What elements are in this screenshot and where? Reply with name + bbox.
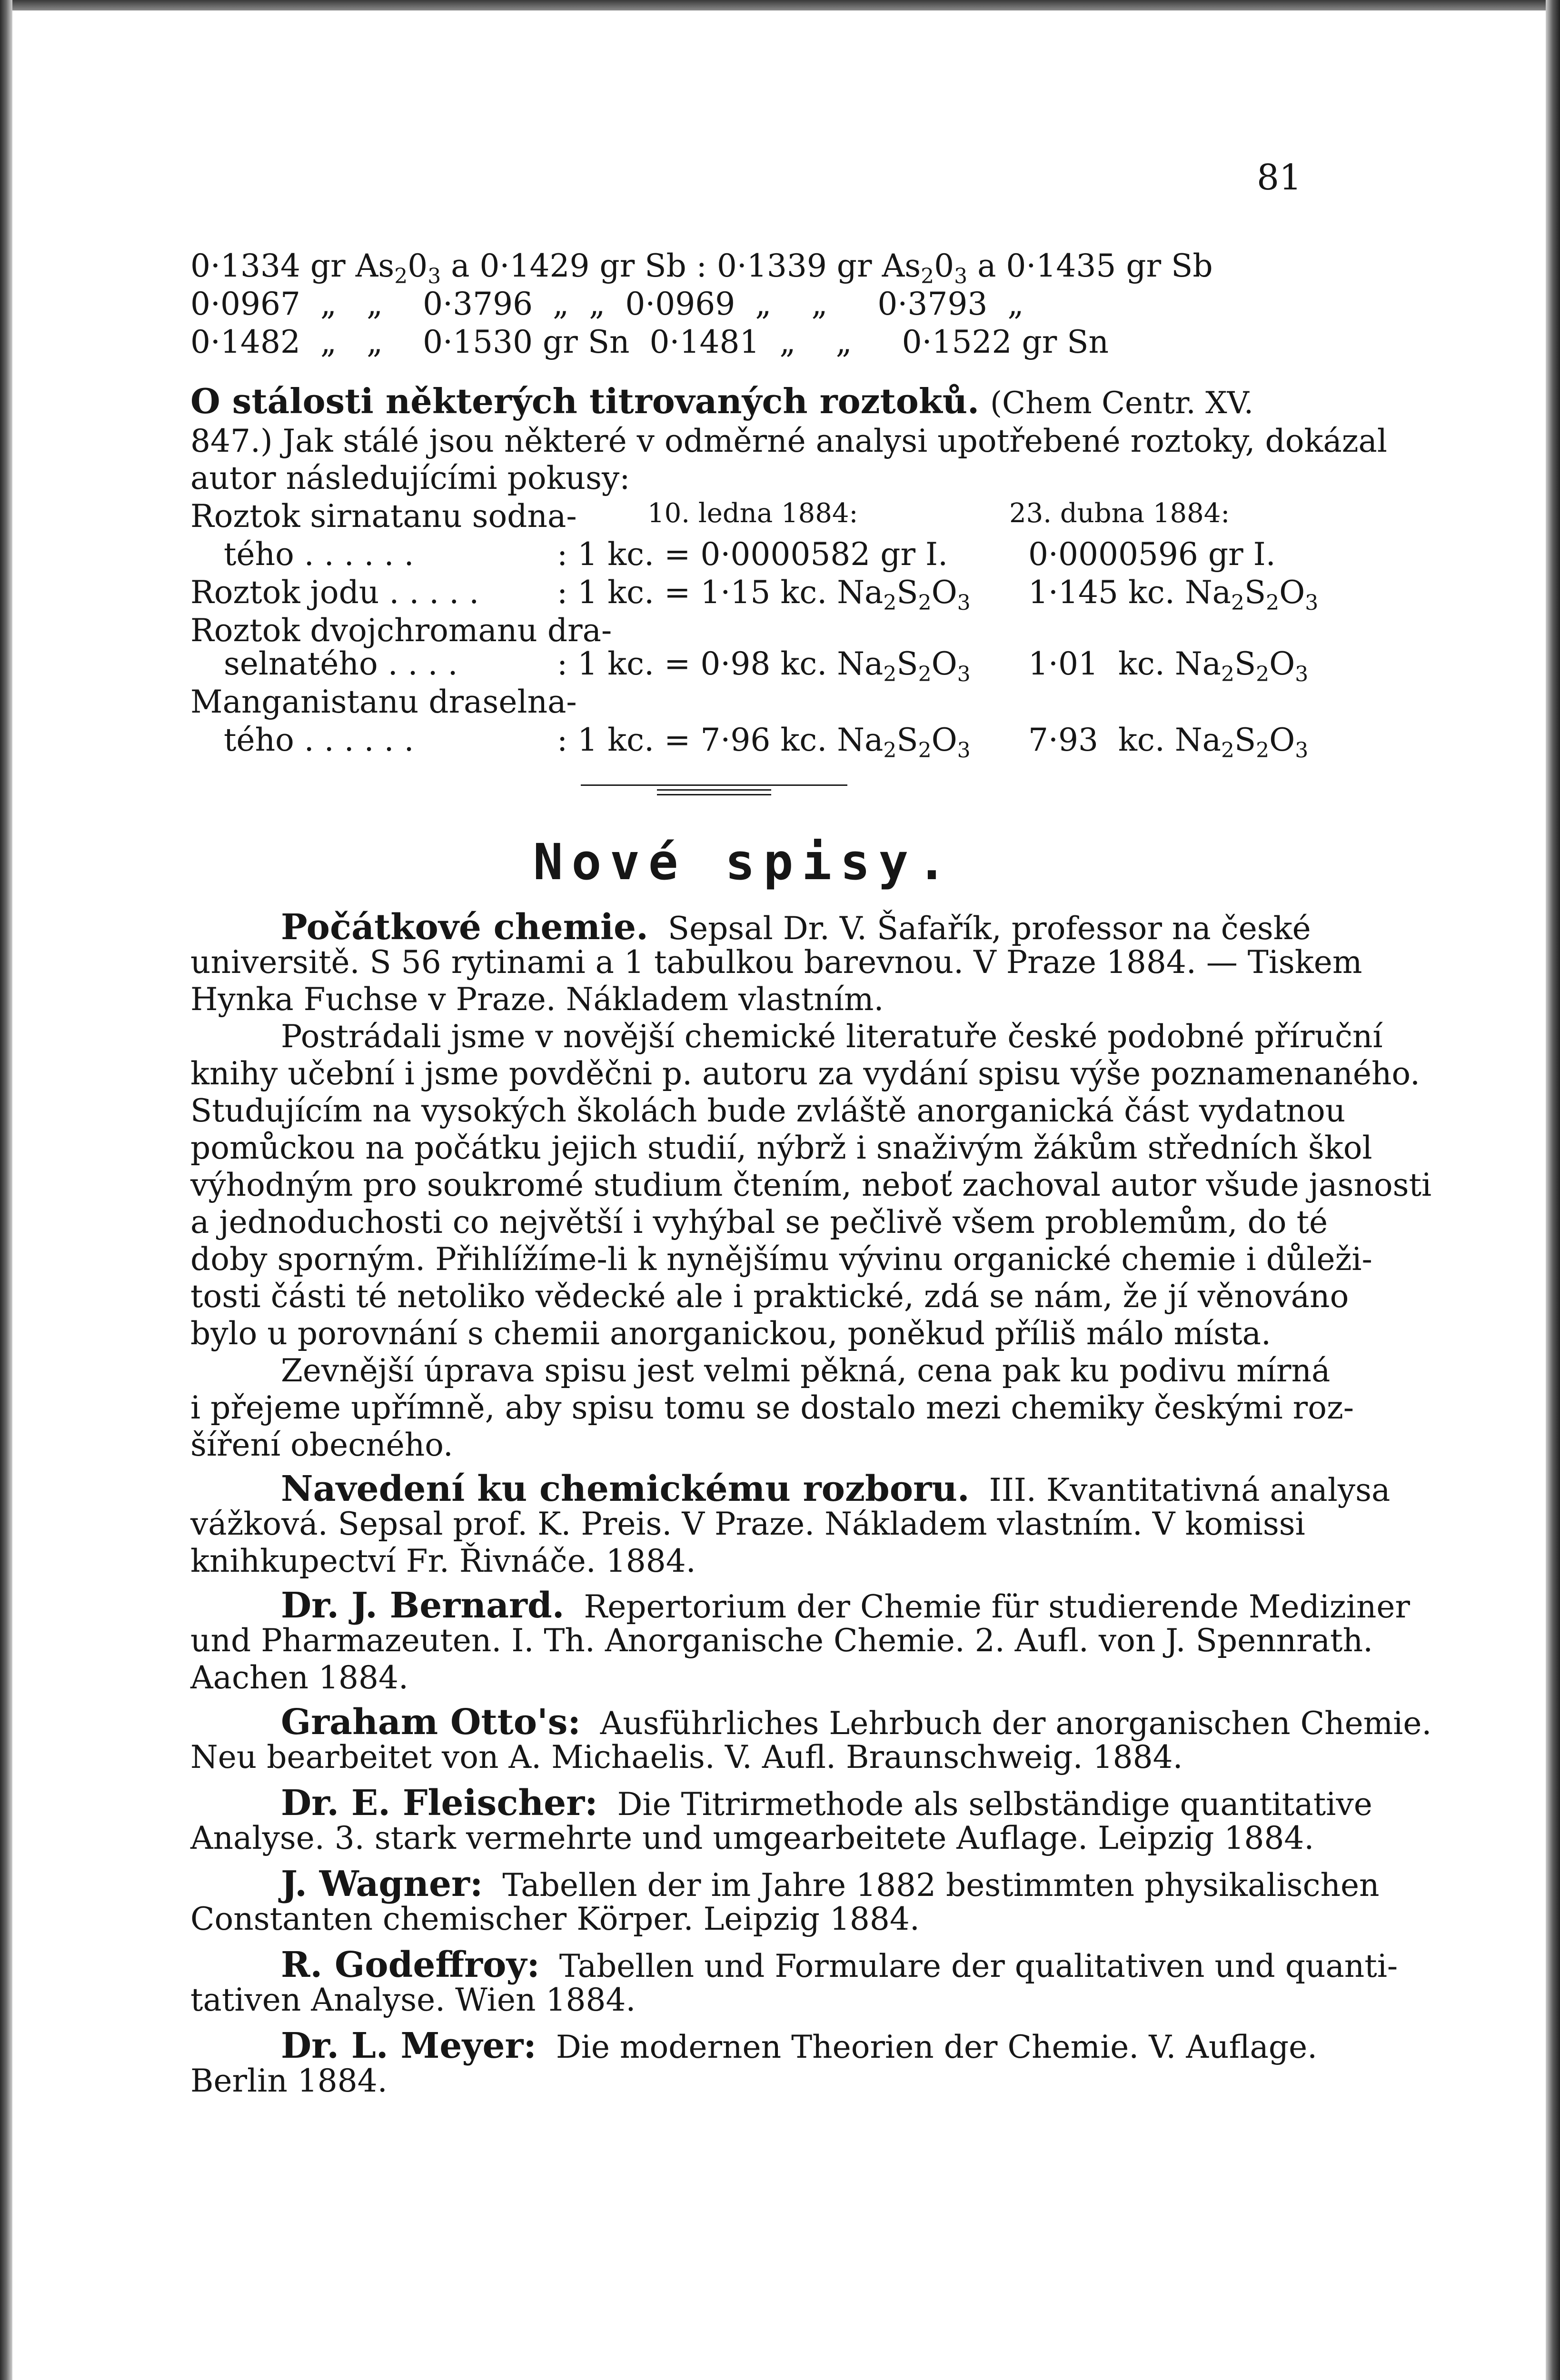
page-number: 81: [1257, 157, 1302, 198]
table-row-label: tého . . . . . .: [224, 722, 414, 758]
table-row-label: Roztok sirnatanu sodna-: [190, 498, 577, 535]
entry-title: J. Wagner:: [281, 1864, 483, 1904]
entry-text: vážková. Sepsal prof. K. Preis. V Praze. Nákladem vlastním. V komissi: [190, 1506, 1305, 1542]
review-line: knihy učební i jsme povděčni p. autoru za vydání spisu výše poznamenaného.: [190, 1055, 1420, 1092]
entry-text: III. Kvantitativná analysa: [989, 1472, 1391, 1508]
table-row-label: Manganistanu draselna-: [190, 684, 577, 720]
results-row-1: 0·1334 gr $As_20_3$ a 0·1429 gr Sb : 0·1339 gr $As_20_3$ a 0·1435 gr Sb: [190, 248, 1213, 288]
entry-text: Sepsal Dr. V. Šafařík, professor na české: [667, 910, 1311, 947]
entry-first-line: [281, 1702, 1431, 1743]
entry-text: universitě. S 56 rytinami a 1 tabulkou barevnou. V Praze 1884. — Tiskem: [190, 944, 1362, 981]
entry-first-line: [281, 1783, 1372, 1824]
entry-text: Neu bearbeitet von A. Michaelis. V. Aufl. Braunschweig. 1884.: [190, 1739, 1183, 1775]
review-line: i přejeme upřímně, aby spisu tomu se dostalo mezi chemiky českými roz-: [190, 1389, 1354, 1426]
review-line: Studujícím na vysokých školách bude zvláště anorganická část vydatnou: [190, 1092, 1346, 1129]
review-line: tosti části té netoliko vědecké ale i praktické, zdá se nám, že jí věnováno: [190, 1278, 1349, 1315]
table-row-label: selnatého . . . .: [224, 645, 458, 682]
results-row-2: 0·0967 „ „ 0·3796 „ „ 0·0969 „ „ 0·3793 „: [190, 286, 1024, 322]
column-date-2: 23. dubna 1884:: [1009, 498, 1230, 529]
entry-text: tativen Analyse. Wien 1884.: [190, 1982, 636, 2018]
table-cell: : 1 kc. = 7·96 kc. $Na_2S_2O_3$: [557, 722, 971, 763]
entry-title: Graham Otto's:: [281, 1702, 581, 1743]
results-row-3: 0·1482 „ „ 0·1530 gr Sn 0·1481 „ „ 0·1522 gr Sn: [190, 324, 1109, 360]
scan-border-top: [0, 0, 1560, 10]
section-heading: Nové spisy.: [533, 833, 955, 891]
entry-text: Aachen 1884.: [190, 1659, 408, 1696]
table-row-label: Roztok dvojchromanu dra-: [190, 612, 612, 649]
entry-first-line: [281, 907, 1311, 948]
entry-first-line: [281, 1468, 1390, 1509]
column-date-1: 10. ledna 1884:: [647, 498, 858, 529]
table-cell: : 1 kc. = 0·0000582 gr I.: [557, 536, 948, 573]
entry-text: Repertorium der Chemie für studierende Mediziner: [584, 1588, 1410, 1625]
entry-text: und Pharmazeuten. I. Th. Anorganische Chemie. 2. Aufl. von J. Spennrath.: [190, 1622, 1373, 1659]
entry-first-line: [281, 2025, 1317, 2066]
entry-first-line: [281, 1944, 1398, 1985]
table-cell: : 1 kc. = 1·15 kc. $Na_2S_2O_3$: [557, 574, 971, 615]
section-title: O stálosti některých titrovaných roztoků.: [190, 381, 980, 421]
entry-text: Ausführliches Lehrbuch der anorganischen Chemie.: [600, 1705, 1432, 1742]
entry-text: Berlin 1884.: [190, 2063, 388, 2099]
entry-title: Počátkové chemie.: [281, 907, 648, 948]
entry-title: Dr. E. Fleischer:: [281, 1783, 598, 1824]
table-cell: : 1 kc. = 0·98 kc. $Na_2S_2O_3$: [557, 645, 971, 686]
table-cell: 1·01 kc. $Na_2S_2O_3$: [1028, 645, 1309, 686]
divider: [657, 794, 771, 795]
table-cell: 1·145 kc. $Na_2S_2O_3$: [1028, 574, 1319, 615]
entry-text: Tabellen und Formulare der qualitativen und quanti-: [559, 1948, 1398, 1984]
divider: [581, 784, 847, 786]
entry-text: Hynka Fuchse v Praze. Nákladem vlastním.: [190, 981, 884, 1018]
section-source: (Chem Centr. XV.: [990, 386, 1254, 421]
scan-border-left: [0, 0, 12, 2380]
table-row-label: Roztok jodu . . . . .: [190, 574, 479, 611]
entry-text: Analyse. 3. stark vermehrte und umgearbeitete Auflage. Leipzig 1884.: [190, 1820, 1314, 1856]
review-line: Zevnější úprava spisu jest velmi pěkná, cena pak ku podivu mírná: [281, 1352, 1331, 1389]
entry-text: knihkupectví Fr. Řivnáče. 1884.: [190, 1543, 696, 1579]
entry-text: Die Titrirmethode als selbständige quantitative: [617, 1786, 1372, 1823]
review-line: doby sporným. Přihlížíme-li k nynějšímu vývinu organické chemie i důleži-: [190, 1241, 1372, 1278]
review-line: a jednoduchosti co největší i vyhýbal se pečlivě všem problemům, do té: [190, 1204, 1328, 1240]
divider: [657, 789, 771, 791]
section-line: 847.) Jak stálé jsou některé v odměrné analysi upotřebené roztoky, dokázal: [190, 423, 1387, 459]
entry-title: Navedení ku chemickému rozboru.: [281, 1468, 970, 1509]
table-cell: 0·0000596 gr I.: [1028, 536, 1276, 573]
entry-first-line: [281, 1585, 1410, 1626]
entry-text: Constanten chemischer Körper. Leipzig 1884.: [190, 1901, 920, 1937]
scan-border-right: [1546, 0, 1560, 2380]
section-intro: [190, 381, 1253, 421]
entry-text: Die modernen Theorien der Chemie. V. Auflage.: [556, 2029, 1318, 2065]
review-line: šíření obecného.: [190, 1427, 453, 1463]
review-line: pomůckou na počátku jejich studií, nýbrž i snaživým žákům středních škol: [190, 1130, 1372, 1166]
table-row-label: tého . . . . . .: [224, 536, 414, 573]
review-line: bylo u porovnání s chemii anorganickou, poněkud příliš málo místa.: [190, 1315, 1271, 1352]
review-line: Postrádali jsme v novější chemické literatuře české podobné příruční: [281, 1018, 1383, 1055]
review-line: výhodným pro soukromé studium čtením, neboť zachoval autor všude jasnosti: [190, 1167, 1432, 1203]
table-cell: 7·93 kc. $Na_2S_2O_3$: [1028, 722, 1309, 763]
entry-title: R. Godeffroy:: [281, 1944, 540, 1985]
entry-first-line: [281, 1864, 1380, 1904]
entry-title: Dr. L. Meyer:: [281, 2025, 537, 2066]
section-line: autor následujícími pokusy:: [190, 460, 630, 496]
entry-text: Tabellen der im Jahre 1882 bestimmten physikalischen: [502, 1867, 1380, 1904]
entry-title: Dr. J. Bernard.: [281, 1585, 565, 1626]
